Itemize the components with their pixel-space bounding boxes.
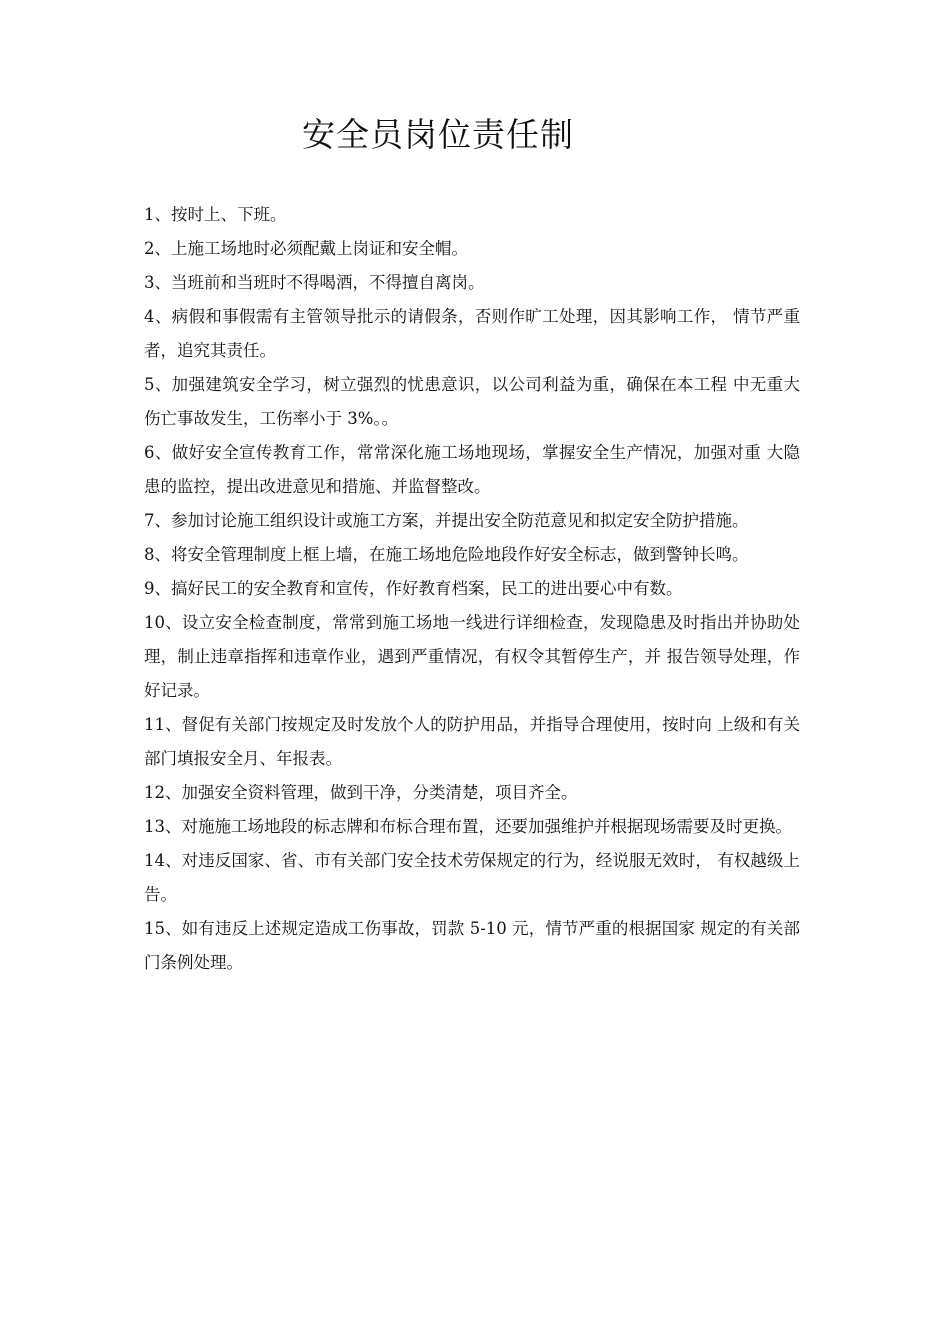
responsibility-list	[144, 198, 800, 980]
list-item: 9、搞好民工的安全教育和宣传，作好教育档案，民工的进出要心中有数。	[144, 579, 683, 598]
list-item: 7、参加讨论施工组织设计或施工方案，并提出安全防范意见和拟定安全防护措施。	[144, 511, 749, 530]
list-item: 2、上施工场地时必须配戴上岗证和安全帽。	[144, 239, 468, 258]
list-item: 13、对施施工场地段的标志牌和布标合理布置，还要加强维护并根据现场需要及时更换。	[144, 817, 792, 836]
list-item: 12、加强安全资料管理，做到干净，分类清楚，项目齐全。	[144, 783, 578, 802]
list-item: 3、当班前和当班时不得喝酒，不得擅自离岗。	[144, 273, 485, 292]
list-item: 1、按时上、下班。	[144, 205, 287, 224]
document-title: 安全员岗位责任制	[302, 115, 574, 154]
list-item: 14、对违反国家、省、市有关部门安全技术劳保规定的行为，经说服无效时， 有权越级上告。	[144, 851, 800, 904]
list-item: 10、设立安全检查制度，常常到施工场地一线进行详细检查，发现隐患及时指出并协助处理，制止违章指挥和违章作业，遇到严重情况，有权令其暂停生产，并 报告领导处理，作好记录。	[144, 613, 800, 700]
list-item: 15、如有违反上述规定造成工伤事故，罚款 5-10 元，情节严重的根据国家 规定的有关部门条例处理。	[144, 919, 800, 972]
list-item: 11、督促有关部门按规定及时发放个人的防护用品，并指导合理使用，按时向 上级和有关部门填报安全月、年报表。	[144, 715, 800, 768]
list-item: 5、加强建筑安全学习，树立强烈的忧患意识，以公司利益为重，确保在本工程 中无重大伤亡事故发生，工伤率小于 3%。。	[144, 375, 800, 428]
list-item: 6、做好安全宣传教育工作，常常深化施工场地现场，掌握安全生产情况，加强对重 大隐患的监控，提出改进意见和措施、并监督整改。	[144, 443, 800, 496]
list-item: 8、将安全管理制度上框上墙，在施工场地危险地段作好安全标志，做到警钟长鸣。	[144, 545, 749, 564]
list-item: 4、病假和事假需有主管领导批示的请假条，否则作旷工处理，因其影响工作， 情节严重者，追究其责任。	[144, 307, 800, 360]
